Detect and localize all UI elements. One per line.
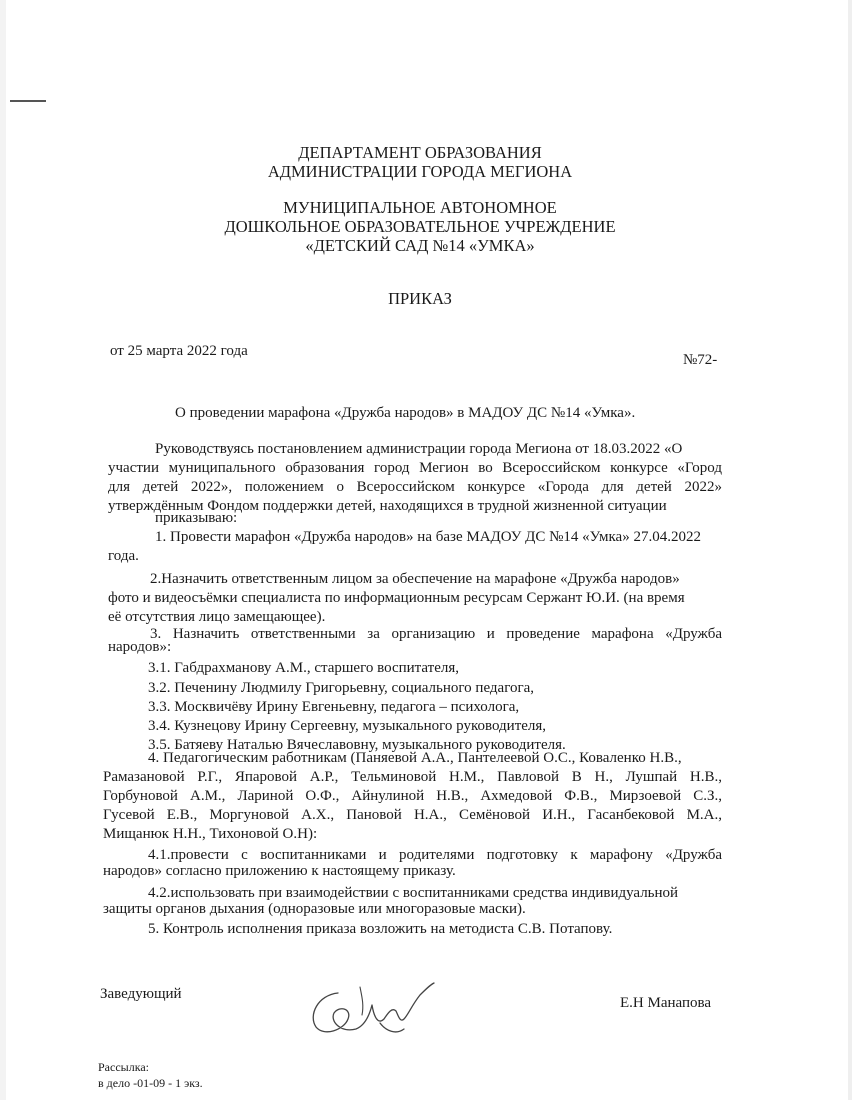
distribution-line: в дело -01-09 - 1 экз. — [98, 1076, 203, 1090]
item-4-2-line: 4.2.использовать при взаимодействии с воспитанниками средства индивидуальной — [148, 885, 679, 901]
order-subject: О проведении марафона «Дружба народов» в МАДОУ ДС №14 «Умка». — [175, 405, 636, 421]
organization-title-line3: «ДЕТСКИЙ САД №14 «УМКА» — [305, 236, 535, 255]
item-2-line: её отсутствия лицо замещающее). — [108, 609, 326, 625]
preamble-line: для детей 2022», положением о Всероссийском конкурсе «Города для детей 2022» — [108, 479, 722, 495]
item-3-list-entry: 3.3. Москвичёву Ирину Евгеньевну, педагога – психолога, — [148, 699, 520, 715]
distribution-label: Рассылка: — [98, 1060, 150, 1074]
item-4-1-line: 4.1.провести с воспитанниками и родителями подготовку к марафону «Дружба — [148, 847, 722, 863]
preamble-line: участии муниципального образования город Мегион во Всероссийском конкурсе «Город — [108, 460, 722, 476]
scan-edge-left — [0, 0, 6, 1100]
item-4-line: Рамазановой Р.Г., Япаровой А.Р., Тельминовой Н.М., Павловой В Н., Лушпай Н.В., — [103, 769, 722, 785]
item-4-line: 4. Педагогическим работникам (Паняевой А.А., Пантелеевой О.С., Коваленко Н.В., — [148, 750, 682, 766]
item-4-line: Мищанюк Н.Н., Тихоновой О.Н): — [103, 826, 318, 842]
scan-edge-right — [848, 0, 852, 1100]
item-5-line: 5. Контроль исполнения приказа возложить на методиста С.В. Потапову. — [148, 921, 613, 937]
item-4-line: Горбуновой А.М., Лариной О.Ф., Айнулиной Н.В., Ахмедовой Ф.В., Мирзоевой С.З., — [103, 788, 722, 804]
order-word: приказываю: — [155, 510, 238, 526]
item-3-list-entry: 3.2. Печенину Людмилу Григорьевну, социального педагога, — [148, 680, 535, 696]
item-3-list-entry: 3.4. Кузнецову Ирину Сергеевну, музыкального руководителя, — [148, 718, 547, 734]
order-number: №72- — [683, 352, 718, 368]
item-3-line: народов»: — [108, 639, 172, 655]
signatory-position: Заведующий — [100, 986, 182, 1002]
order-date: от 25 марта 2022 года — [110, 343, 248, 359]
item-4-1-line: народов» согласно приложению к настоящему приказу. — [103, 863, 456, 879]
organization-title-line1: МУНИЦИПАЛЬНОЕ АВТОНОМНОЕ — [283, 198, 557, 217]
preamble-line: утверждённым Фондом поддержки детей, находящихся в трудной жизненной ситуации — [108, 498, 667, 514]
handwritten-signature — [300, 975, 450, 1045]
signatory-name: Е.Н Манапова — [620, 995, 712, 1011]
document-type: ПРИКАЗ — [388, 289, 452, 308]
organization-title-line2: ДОШКОЛЬНОЕ ОБРАЗОВАТЕЛЬНОЕ УЧРЕЖДЕНИЕ — [224, 217, 616, 236]
scan-corner-mark — [10, 100, 46, 102]
item-4-line: Гусевой Е.В., Моргуновой А.Х., Пановой Н.А., Семёновой И.Н., Гасанбековой М.А., — [103, 807, 722, 823]
preamble-line: Руководствуясь постановлением администрации города Мегиона от 18.03.2022 «О — [155, 441, 683, 457]
item-2-line: фото и видеосъёмки специалиста по информационным ресурсам Сержант Ю.И. (на время — [108, 590, 685, 606]
item-1-line: года. — [108, 548, 139, 564]
item-2-line: 2.Назначить ответственным лицом за обеспечение на марафоне «Дружба народов» — [150, 571, 680, 587]
item-3-list-entry: 3.5. Батяеву Наталью Вячеславовну, музыкального руководителя. — [148, 737, 566, 753]
item-3-list-entry: 3.1. Габдрахманову А.М., старшего воспитателя, — [148, 660, 460, 676]
department-title-line2: АДМИНИСТРАЦИИ ГОРОДА МЕГИОНА — [267, 162, 573, 181]
item-4-2-line: защиты органов дыхания (одноразовые или многоразовые маски). — [103, 901, 526, 917]
department-title-line1: ДЕПАРТАМЕНТ ОБРАЗОВАНИЯ — [298, 143, 542, 162]
item-3-line: 3. Назначить ответственными за организацию и проведение марафона «Дружба — [150, 626, 722, 642]
item-1-line: 1. Провести марафон «Дружба народов» на базе МАДОУ ДС №14 «Умка» 27.04.2022 — [155, 529, 701, 545]
